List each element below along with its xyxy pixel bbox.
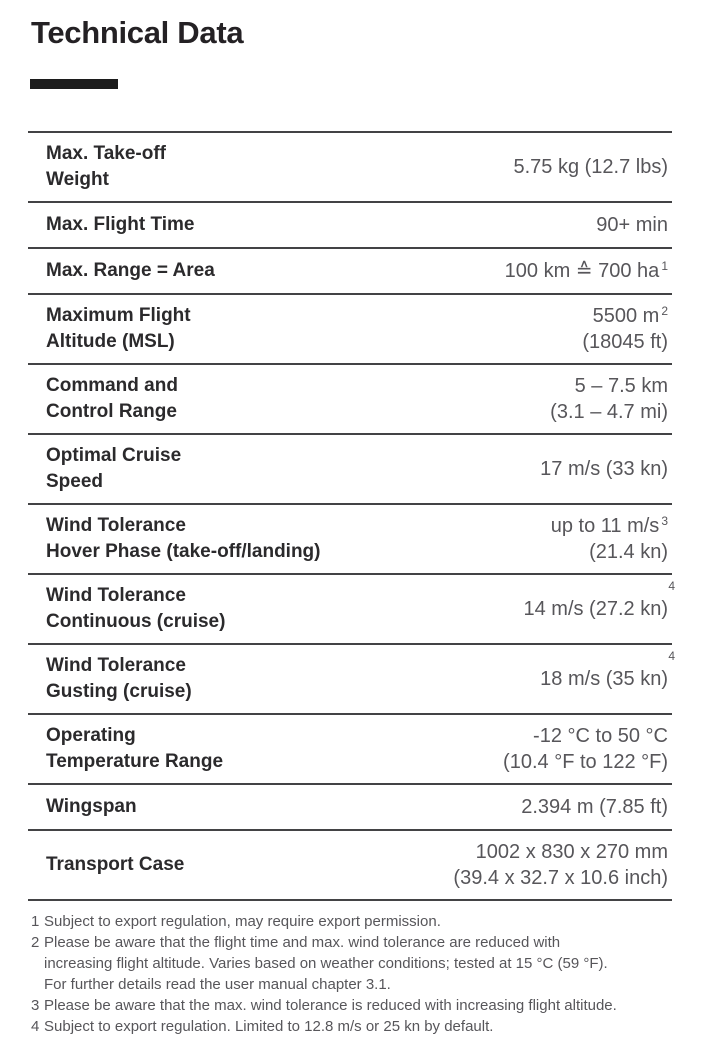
spec-value-text: 90+ min [596, 214, 668, 236]
spec-label [28, 723, 503, 775]
spec-value [513, 141, 672, 193]
spec-label [28, 793, 521, 821]
spec-value [540, 443, 672, 495]
page-title: Technical Data [31, 15, 244, 50]
spec-label-line: Max. Range = Area [46, 260, 215, 281]
footnote-number: 1 [31, 913, 40, 930]
footnote-line: Subject to export regulation, may require export permission. [44, 913, 441, 930]
spec-value-text: (21.4 kn) [589, 541, 668, 563]
spec-row-wind-tolerance-hover [28, 503, 672, 573]
spec-label-line: Transport Case [46, 854, 185, 875]
spec-label [28, 513, 551, 565]
spec-value-line [593, 303, 668, 329]
spec-row-optimal-cruise-speed [28, 433, 672, 503]
spec-label [28, 583, 523, 635]
spec-label-line: Max. Flight Time [46, 214, 195, 235]
spec-value-text: (3.1 – 4.7 mi) [550, 401, 668, 423]
spec-value-line [550, 399, 668, 425]
spec-value-line [503, 749, 668, 775]
footnote-ref: 3 [661, 514, 668, 528]
spec-value-text: 5500 m [592, 305, 660, 327]
footnote-ref: 1 [661, 259, 668, 273]
spec-label-line: Speed [46, 471, 104, 492]
spec-value [550, 373, 672, 425]
spec-value [551, 513, 672, 565]
footnote-ref: 4 [668, 579, 675, 593]
spec-label [28, 653, 540, 705]
spec-label-line: Gusting (cruise) [46, 681, 192, 702]
spec-label [28, 141, 513, 193]
spec-label [28, 443, 540, 495]
spec-row-wingspan [28, 783, 672, 829]
footnote-3 [31, 995, 696, 1016]
spec-value [523, 579, 675, 635]
spec-label-line: Wind Tolerance [46, 585, 186, 606]
spec-label-line: Hover Phase (take-off/landing) [46, 541, 321, 562]
footnote-4 [31, 1016, 696, 1037]
spec-label-line: Wingspan [46, 796, 137, 817]
spec-label-line: Wind Tolerance [46, 655, 186, 676]
spec-label-line: Max. Take-off [46, 143, 167, 164]
spec-value-line [582, 329, 668, 355]
spec-label-line: Wind Tolerance [46, 515, 186, 536]
spec-label-line: Optimal Cruise [46, 445, 182, 466]
spec-row-max-flight-time [28, 201, 672, 247]
spec-label [28, 257, 505, 285]
title-underline-bar [30, 79, 118, 89]
spec-label-line: Weight [46, 169, 109, 190]
spec-value [503, 723, 672, 775]
spec-value [505, 257, 672, 285]
spec-value-text: 14 m/s (27.2 kn) [523, 598, 668, 620]
spec-value-text: (39.4 x 32.7 x 10.6 inch) [453, 867, 668, 889]
spec-value-text: 2.394 m (7.85 ft) [521, 796, 668, 818]
spec-value [540, 649, 675, 705]
footnote-line: Please be aware that the max. wind tolerance is reduced with increasing flight altitude. [44, 997, 617, 1014]
footnote-line: increasing flight altitude. Varies based on weather conditions; tested at 15 °C (59 °F). [44, 955, 608, 972]
spec-row-maximum-flight-altitude [28, 293, 672, 363]
spec-value-line [505, 258, 668, 284]
footnote-text [44, 995, 696, 1016]
spec-table [28, 131, 675, 901]
spec-value-line [589, 539, 668, 565]
spec-value-line [523, 596, 668, 622]
spec-value [582, 303, 672, 355]
spec-label [28, 211, 596, 239]
spec-value [453, 839, 672, 891]
footnote-1 [31, 911, 696, 932]
spec-value-text: (10.4 °F to 122 °F) [503, 751, 668, 773]
spec-value-line [596, 212, 668, 238]
footnote-ref: 2 [661, 304, 668, 318]
footnote-line: Subject to export regulation. Limited to 12.8 m/s or 25 kn by default. [44, 1018, 494, 1035]
footnote-number: 4 [31, 1018, 40, 1035]
spec-value-line [476, 839, 668, 865]
spec-label-line: Command and [46, 375, 178, 396]
spec-value-line [551, 513, 668, 539]
spec-value-text: 17 m/s (33 kn) [540, 458, 668, 480]
spec-label-line: Operating [46, 725, 136, 746]
spec-label-line: Altitude (MSL) [46, 331, 175, 352]
footnote-2 [31, 932, 696, 995]
spec-value-text: 1002 x 830 x 270 mm [475, 841, 668, 863]
spec-value-text: 100 km ≙ 700 ha [504, 260, 660, 282]
footnote-line: For further details read the user manual chapter 3.1. [44, 976, 391, 993]
footnote-number: 3 [31, 997, 40, 1014]
footnote-text [44, 1016, 696, 1037]
spec-value-line [540, 456, 668, 482]
spec-label-line: Temperature Range [46, 751, 224, 772]
spec-value-line [513, 154, 668, 180]
footnote-line: Please be aware that the flight time and max. wind tolerance are reduced with [44, 934, 561, 951]
spec-row-transport-case [28, 829, 672, 899]
spec-value-line [521, 794, 668, 820]
spec-value [521, 793, 672, 821]
footnote-ref: 4 [668, 649, 675, 663]
spec-row-command-control-range [28, 363, 672, 433]
spec-label-line: Maximum Flight [46, 305, 191, 326]
spec-value-text: 5 – 7.5 km [574, 375, 668, 397]
spec-label-line: Control Range [46, 401, 177, 422]
spec-row-wind-tolerance-continuous [28, 573, 675, 643]
spec-label [28, 303, 582, 355]
spec-label-line: Continuous (cruise) [46, 611, 226, 632]
spec-row-operating-temperature-range [28, 713, 672, 783]
spec-row-wind-tolerance-gusting [28, 643, 675, 713]
spec-value [596, 211, 672, 239]
spec-value-text: (18045 ft) [582, 331, 668, 353]
footnote-text [44, 911, 696, 932]
spec-value-line [533, 723, 668, 749]
spec-value-line [453, 865, 668, 891]
spec-value-text: -12 °C to 50 °C [533, 725, 668, 747]
spec-row-max-takeoff-weight [28, 131, 672, 201]
footnote-number: 2 [31, 934, 40, 951]
spec-label [28, 839, 453, 891]
spec-value-text: 18 m/s (35 kn) [540, 668, 668, 690]
footnote-text [44, 932, 696, 995]
spec-label [28, 373, 550, 425]
footnotes [31, 911, 696, 1037]
spec-row-max-range-area [28, 247, 672, 293]
spec-value-text: up to 11 m/s [550, 515, 660, 537]
spec-value-text: 5.75 kg (12.7 lbs) [513, 156, 668, 178]
spec-value-line [575, 373, 668, 399]
spec-value-line [540, 666, 668, 692]
